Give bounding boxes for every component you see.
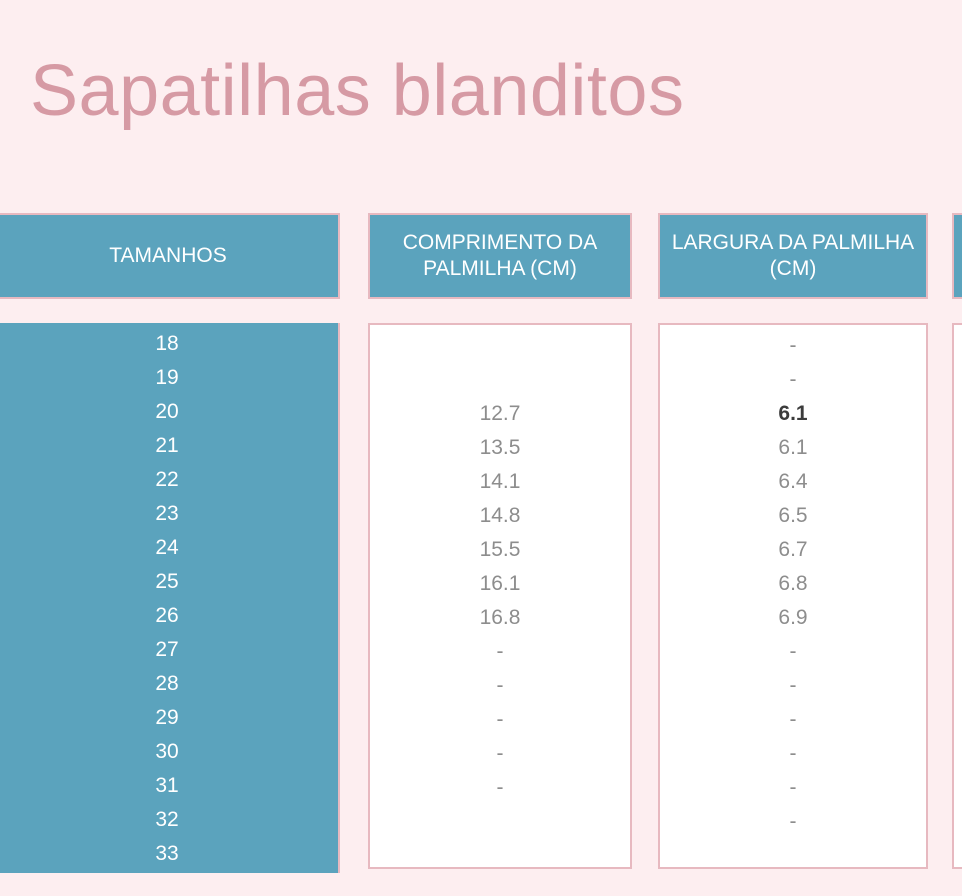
extra-cell <box>954 771 962 805</box>
insole-length-cell: 14.1 <box>479 470 521 493</box>
page-title: Sapatilhas blanditos <box>30 51 685 131</box>
size-cell: 31 <box>155 774 179 797</box>
size-cell: 21 <box>155 434 179 457</box>
extra-cell <box>954 669 962 703</box>
insole-width-cell: - <box>789 368 797 391</box>
table-header-row <box>0 213 962 299</box>
size-cell: 18 <box>155 332 179 355</box>
extra-cell <box>954 805 962 839</box>
insole-length-cell <box>370 839 630 873</box>
insole-length-cell <box>370 363 630 397</box>
extra-cell <box>954 363 962 397</box>
size-cell: 25 <box>155 570 179 593</box>
extra-cell <box>954 533 962 567</box>
size-cell: 26 <box>155 604 179 627</box>
size-cell: 24 <box>155 536 179 559</box>
insole-width-cell: 6.7 <box>778 538 808 561</box>
column-sizes <box>0 323 340 873</box>
insole-width-cell: - <box>789 640 797 663</box>
insole-length-cell: - <box>496 742 504 765</box>
insole-width-cell: - <box>789 742 797 765</box>
insole-length-cell: 13.5 <box>479 436 521 459</box>
insole-width-cell <box>660 839 926 873</box>
size-cell: 32 <box>155 808 179 831</box>
size-cell: 22 <box>155 468 179 491</box>
insole-length-cell: 15.5 <box>479 538 521 561</box>
insole-length-cell: - <box>496 640 504 663</box>
extra-cell <box>954 737 962 771</box>
insole-width-cell: - <box>789 674 797 697</box>
table-body <box>0 323 962 873</box>
insole-length-cell: 12.7 <box>479 402 521 425</box>
extra-cell <box>954 601 962 635</box>
extra-cell <box>954 499 962 533</box>
insole-width-cell: 6.1 <box>778 436 808 459</box>
insole-length-cell <box>370 805 630 839</box>
insole-length-cell: - <box>496 776 504 799</box>
extra-cell <box>954 397 962 431</box>
column-insole-length <box>368 323 632 869</box>
size-cell: 23 <box>155 502 179 525</box>
size-cell: 20 <box>155 400 179 423</box>
extra-cell <box>954 635 962 669</box>
insole-width-cell: 6.5 <box>778 504 808 527</box>
insole-width-cell: 6.9 <box>778 606 808 629</box>
insole-length-cell: - <box>496 674 504 697</box>
column-header-sizes: TAMANHOS <box>0 213 340 299</box>
insole-width-cell: - <box>789 810 797 833</box>
insole-length-cell: 16.8 <box>479 606 521 629</box>
column-insole-width <box>658 323 928 869</box>
insole-width-cell: 6.4 <box>778 470 808 493</box>
size-cell: 29 <box>155 706 179 729</box>
extra-cell <box>954 839 962 873</box>
size-cell: 33 <box>155 842 179 865</box>
insole-width-cell: 6.1 <box>778 402 808 425</box>
column-extra <box>952 323 962 869</box>
extra-cell <box>954 465 962 499</box>
insole-width-cell: - <box>789 776 797 799</box>
extra-cell <box>954 329 962 363</box>
insole-length-cell: 16.1 <box>479 572 521 595</box>
size-cell: 28 <box>155 672 179 695</box>
column-header-insole-length: COMPRIMENTO DA PALMILHA (CM) <box>368 213 632 299</box>
insole-length-cell: - <box>496 708 504 731</box>
size-cell: 19 <box>155 366 179 389</box>
extra-cell <box>954 703 962 737</box>
insole-width-cell: 6.8 <box>778 572 808 595</box>
size-cell: 27 <box>155 638 179 661</box>
insole-length-cell: 14.8 <box>479 504 521 527</box>
column-header-insole-width: LARGURA DA PALMILHA (CM) <box>658 213 928 299</box>
insole-width-cell: - <box>789 708 797 731</box>
insole-length-cell <box>370 329 630 363</box>
size-cell: 30 <box>155 740 179 763</box>
extra-cell <box>954 431 962 465</box>
extra-cell <box>954 567 962 601</box>
column-header-extra <box>952 213 962 299</box>
insole-width-cell: - <box>789 334 797 357</box>
